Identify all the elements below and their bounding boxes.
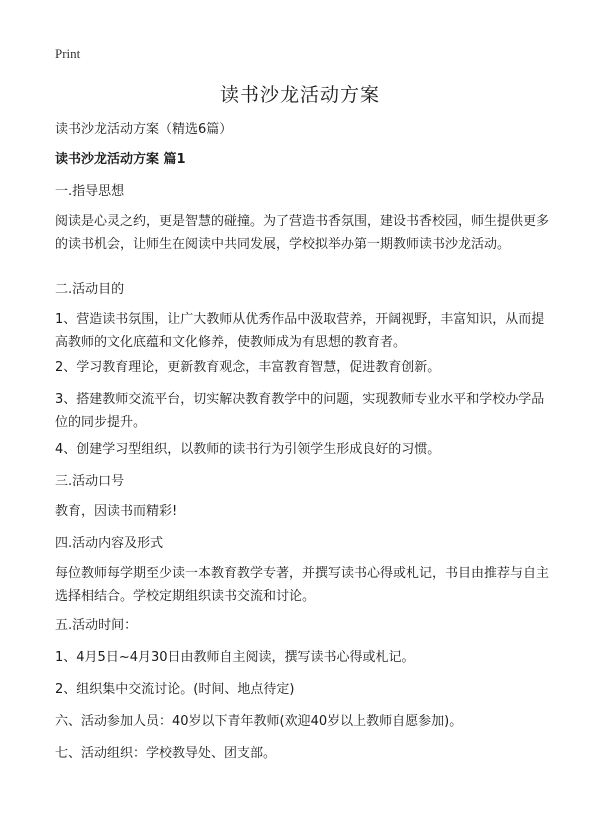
paragraph-purpose-3: 3、搭建教师交流平台，切实解决教育教学中的问题，实现教师专业水平和学校办学品位的同步提升。 — [55, 392, 545, 430]
heading-activity-time: 五.活动时间： — [55, 618, 138, 633]
paragraph-content-and-form: 每位教师每学期至少读一本教育教学专著，并撰写读书心得或札记，书目由推荐与自主选择相结合。学校定期组织读书交流和讨论。 — [55, 566, 550, 604]
paragraph-slogan: 教育，因读书而精彩! — [55, 504, 178, 519]
heading-activity-purpose: 二.活动目的 — [55, 282, 125, 297]
section-title: 读书沙龙活动方案 篇1 — [55, 152, 186, 167]
heading-content-and-form: 四.活动内容及形式 — [55, 536, 164, 551]
paragraph-guiding-thought: 阅读是心灵之约，更是智慧的碰撞。为了营造书香氛围，建设书香校园，师生提供更多的读书机会，让师生在阅读中共同发展，学校拟举办第一期教师读书沙龙活动。 — [55, 214, 550, 252]
paragraph-purpose-2: 2、学习教育理论，更新教育观念，丰富教育智慧，促进教育创新。 — [55, 360, 441, 375]
paragraph-purpose-4: 4、创建学习型组织，以教师的读书行为引领学生形成良好的习惯。 — [55, 442, 441, 457]
document-subtitle: 读书沙龙活动方案（精选6篇） — [55, 122, 233, 137]
paragraph-participants: 六、活动参加人员：40岁以下青年教师(欢迎40岁以上教师自愿参加)。 — [55, 714, 463, 729]
paragraph-organization: 七、活动组织：学校教导处、团支部。 — [55, 746, 277, 761]
paragraph-purpose-1: 1、营造读书氛围，让广大教师从优秀作品中汲取营养，开阔视野，丰富知识，从而提高教师的文化底蕴和文化修养，使教师成为有思想的教育者。 — [55, 312, 545, 350]
print-link[interactable]: Print — [55, 46, 81, 61]
page-title: 读书沙龙活动方案 — [219, 84, 380, 106]
heading-activity-slogan: 三.活动口号 — [55, 474, 125, 489]
paragraph-time-1: 1、4月5日~4月30日由教师自主阅读，撰写读书心得或札记。 — [55, 650, 415, 665]
heading-guiding-thought: 一.指导思想 — [55, 184, 125, 199]
paragraph-time-2: 2、组织集中交流讨论。(时间、地点待定) — [55, 682, 295, 697]
